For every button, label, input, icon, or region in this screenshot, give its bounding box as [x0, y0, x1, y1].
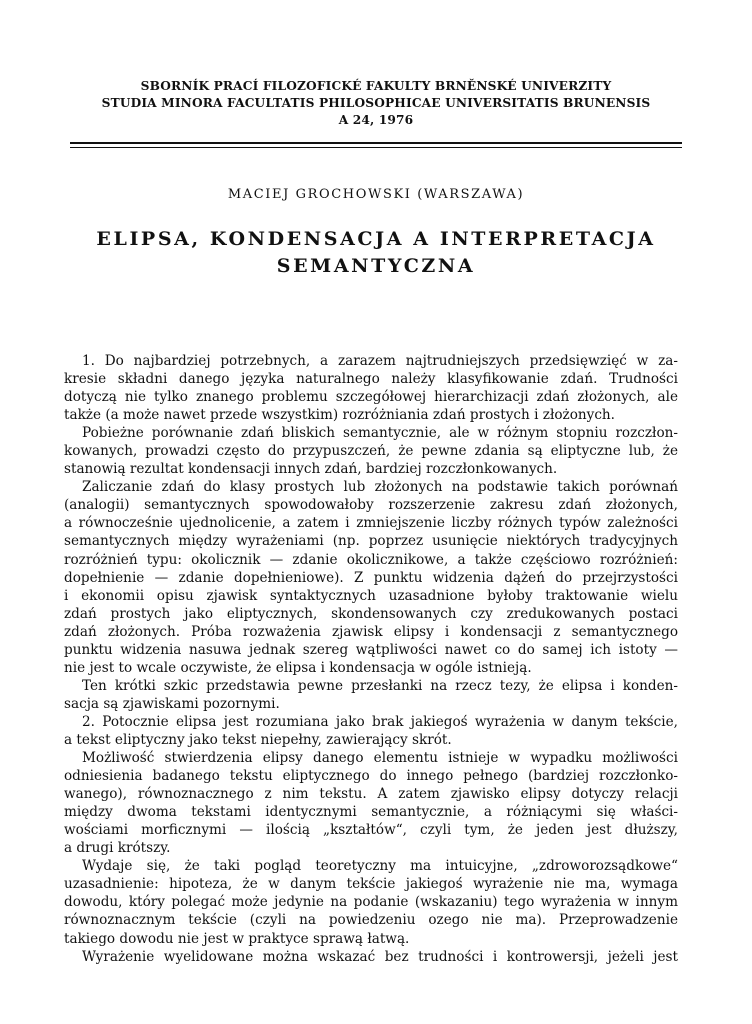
- body-line: dopełnienie — zdanie dopełnieniowe). Z punktu widzenia dążeń do przejrzystości: [64, 569, 678, 586]
- article-title: [70, 226, 682, 280]
- body-line: stanowią rezultat kondensacji innych zdań, bardziej rozczłonkowanych.: [64, 461, 558, 478]
- body-line: rozróżnień typu: okolicznik — zdanie okolicznikowe, a także częściowo rozróżnień:: [64, 551, 678, 568]
- body-line: Zaliczanie zdań do klasy prostych lub złożonych na podstawie takich porównań: [82, 479, 678, 496]
- body-line: Możliwość stwierdzenia elipsy danego elementu istnieje w wypadku możliwości: [82, 750, 678, 767]
- body-line: 2. Potocznie elipsa jest rozumiana jako brak jakiegoś wyrażenia w danym tekście,: [82, 713, 678, 730]
- body-line: i ekonomii opisu zjawisk syntaktycznych uzasadnione byłoby traktowanie wielu: [64, 587, 678, 604]
- body-line: wanego), równoznacznego z nim tekstu. A zatem zjawisko elipsy dotyczy relacji: [64, 786, 678, 803]
- journal-header: [70, 78, 682, 129]
- body-line: odniesienia badanego tekstu eliptycznego do innego pełnego (bardziej rozczłonko-: [64, 768, 678, 785]
- body-line: dotyczą nie tylko znanego problemu szczegółowej hierarchizacji zdań złożonych, ale: [64, 389, 678, 406]
- header-line-1: SBORNÍK PRACÍ FILOZOFICKÉ FAKULTY BRNĚNSKÉ UNIVERZITY: [140, 79, 612, 93]
- article-body: [64, 352, 678, 966]
- body-line: Ten krótki szkic przedstawia pewne przesłanki na rzecz tezy, że elipsa i konden-: [82, 677, 678, 694]
- body-line: nie jest to wcale oczywiste, że elipsa i kondensacja w ogóle istnieją.: [64, 659, 532, 676]
- body-line: 1. Do najbardziej potrzebnych, a zarazem najtrudniejszych przedsięwzięć w za-: [82, 353, 678, 369]
- body-line: a drugi krótszy.: [64, 840, 171, 857]
- body-line: między dwoma tekstami identycznymi semantycznie, a różniącymi się właści-: [64, 804, 678, 821]
- body-line: semantycznych między wyrażeniami (np. poprzez usunięcie niektórych tradycyjnych: [64, 533, 678, 550]
- header-line-2: STUDIA MINORA FACULTATIS PHILOSOPHICAE UNIVERSITATIS BRUNENSIS: [101, 96, 651, 110]
- body-line: także (a może nawet przede wszystkim) rozróżniania zdań prostych i złożonych.: [64, 407, 616, 424]
- body-line: sacja są zjawiskami pozornymi.: [64, 695, 280, 712]
- title-line-2: SEMANTYCZNA: [276, 255, 476, 277]
- body-line: (analogii) semantycznych spowodowałoby rozszerzenie zakresu zdań złożonych,: [64, 497, 678, 514]
- body-line: a równocześnie ujednolicenie, a zatem i zmniejszenie liczby różnych typów zależności: [64, 515, 678, 532]
- body-line: a tekst eliptyczny jako tekst niepełny, zawierający skrót.: [64, 731, 452, 748]
- title-line-1: ELIPSA, KONDENSACJA A INTERPRETACJA: [96, 228, 656, 250]
- header-rule-thick: [70, 142, 682, 144]
- body-line: równoznacznym tekście (czyli na powiedzeniu ozego nie ma). Przeprowadzenie: [64, 912, 678, 929]
- header-rule-thin: [70, 147, 682, 148]
- body-line: zdań prostych jako eliptycznych, skondensowanych czy zredukowanych postaci: [64, 605, 678, 622]
- body-line: kresie składni danego języka naturalnego należy klasyfikowanie zdań. Trudności: [64, 371, 678, 388]
- body-line: wościami morficznymi — ilością „kształtów“, czyli tym, że jeden jest dłuższy,: [64, 822, 678, 839]
- author-line: MACIEJ GROCHOWSKI (WARSZAWA): [227, 187, 525, 202]
- body-line: dowodu, który polegać może jedynie na podanie (wskazaniu) tego wyrażenia w innym: [64, 894, 678, 911]
- body-line: Wydaje się, że taki pogląd teoretyczny ma intuicyjne, „zdroworozsądkowe“: [82, 858, 678, 875]
- body-line: kowanych, prowadzi często do przypuszczeń, że pewne zdania są eliptyczne lub, że: [64, 443, 678, 460]
- body-line: uzasadnienie: hipoteza, że w danym tekście jakiegoś wyrażenie nie ma, wymaga: [64, 876, 678, 893]
- body-line: takiego dowodu nie jest w praktyce sprawą łatwą.: [64, 930, 410, 947]
- header-line-3: A 24, 1976: [338, 113, 414, 127]
- body-line: zdań złożonych. Próba rozważenia zjawisk elipsy i kondensacji z semantycznego: [64, 623, 678, 640]
- body-line: punktu widzenia nasuwa jednak szereg wątpliwości nawet co do samej ich istoty —: [64, 641, 678, 658]
- body-line: Pobieżne porównanie zdań bliskich semantycznie, ale w różnym stopniu rozczłon-: [82, 425, 678, 442]
- body-line: Wyrażenie wyelidowane można wskazać bez trudności i kontrowersji, jeżeli jest: [82, 948, 678, 965]
